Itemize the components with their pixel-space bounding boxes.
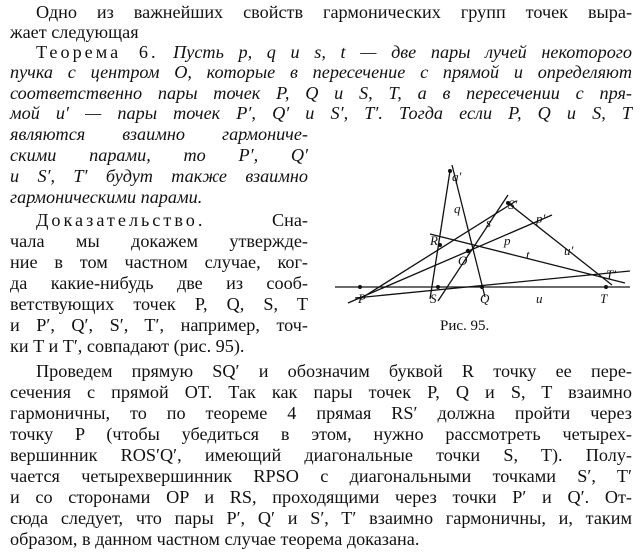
text-line: ветствующих точек P, Q, S, T — [10, 294, 308, 314]
proof-text: Сна- — [272, 210, 308, 230]
label-q-point: Q — [480, 291, 490, 306]
text-line: чается четырехвершинник RPSO с диагональными точками S′, T′ — [10, 466, 632, 486]
theorem-line — [36, 42, 632, 62]
theorem-line: мой u′ — пары точек P′, Q′ и S′, T′. Тогда если P, Q и S, T — [10, 103, 632, 123]
point-p — [358, 285, 362, 289]
text-line: гармоничны, то по теореме 4 прямая RS′ должна пройти через — [10, 403, 632, 423]
text-line: сюда следует, что пары P′, Q′ и S′, T′ взаимно гармоничны, и, таким — [10, 508, 632, 528]
label-u: u — [536, 291, 543, 306]
label-s: s — [486, 215, 492, 230]
text-line: Проведем прямую SQ′ и обозначим буквой R точку ее пере- — [36, 361, 632, 381]
theorem-label: Теорема 6. — [36, 42, 159, 62]
point-s — [436, 285, 440, 289]
text-line: ние в том частном случае, ког- — [10, 252, 308, 272]
label-o: O — [458, 253, 468, 268]
point-r — [438, 243, 442, 247]
label-t-point: T — [600, 291, 608, 306]
text-line: и со сторонами OP и RS, проходящими через точки P′ и Q′. От- — [10, 487, 632, 507]
proof-line — [36, 210, 308, 230]
label-q-prime: q′ — [452, 169, 462, 184]
text-line: вершинник ROS′Q′, имеющий диагональные точки S, T). Полу- — [10, 445, 632, 465]
theorem-line: соответственно пары точек P, Q и S, T, а в пересечении с пря- — [10, 83, 632, 103]
label-t: t — [526, 247, 530, 262]
label-p: P — [358, 291, 366, 306]
theorem-text: Пусть p, q и s, t — две пары лучей некоторого — [173, 42, 632, 62]
point-t — [604, 285, 608, 289]
proof-label: Доказательство. — [36, 210, 206, 230]
label-p-prime: p′ — [536, 211, 546, 226]
text-line: чала мы докажем утвержде- — [10, 231, 308, 251]
label-s-prime: S′ — [508, 197, 518, 212]
label-u-prime: u′ — [564, 243, 574, 258]
point-q — [480, 285, 484, 289]
label-q: q — [454, 201, 461, 216]
line-st — [508, 203, 612, 285]
text-line: ки T и T′, совпадают (рис. 95). — [10, 336, 245, 356]
text-line: да какие-нибудь две из сооб- — [10, 273, 308, 293]
ray-t — [355, 271, 630, 298]
ray-s — [438, 195, 508, 301]
text-line: Одно из важнейших свойств гармонических групп точек выра- — [36, 2, 632, 22]
label-t-prime: T′ — [606, 267, 617, 282]
label-p-ray: p — [504, 233, 511, 248]
text-line: жает следующая — [10, 22, 139, 42]
figure-caption: Рис. 95. — [440, 318, 490, 334]
label-r: R — [430, 233, 438, 248]
theorem-line: и S′, T′ будут также взаимно — [10, 166, 308, 186]
theorem-line: гармоническими парами. — [10, 187, 203, 207]
theorem-line: являются взаимно гармониче- — [10, 124, 308, 144]
theorem-line: скими парами, то P′, Q′ — [10, 145, 308, 165]
theorem-line: пучка с центром O, которые в пересечение с прямой и определяют — [10, 62, 632, 82]
text-line: точку P (чтобы убедиться в этом, нужно рассмотреть четырех- — [10, 424, 632, 444]
label-s-point: S — [430, 291, 437, 306]
ray-p — [348, 215, 552, 303]
text-line: сечения с прямой OT. Так как пары точек P, Q и S, T взаимно — [10, 382, 632, 402]
text-line: образом, в данном частном случае теорема доказана. — [10, 529, 420, 549]
text-line: и P′, Q′, S′, T′, например, точ- — [10, 315, 308, 335]
